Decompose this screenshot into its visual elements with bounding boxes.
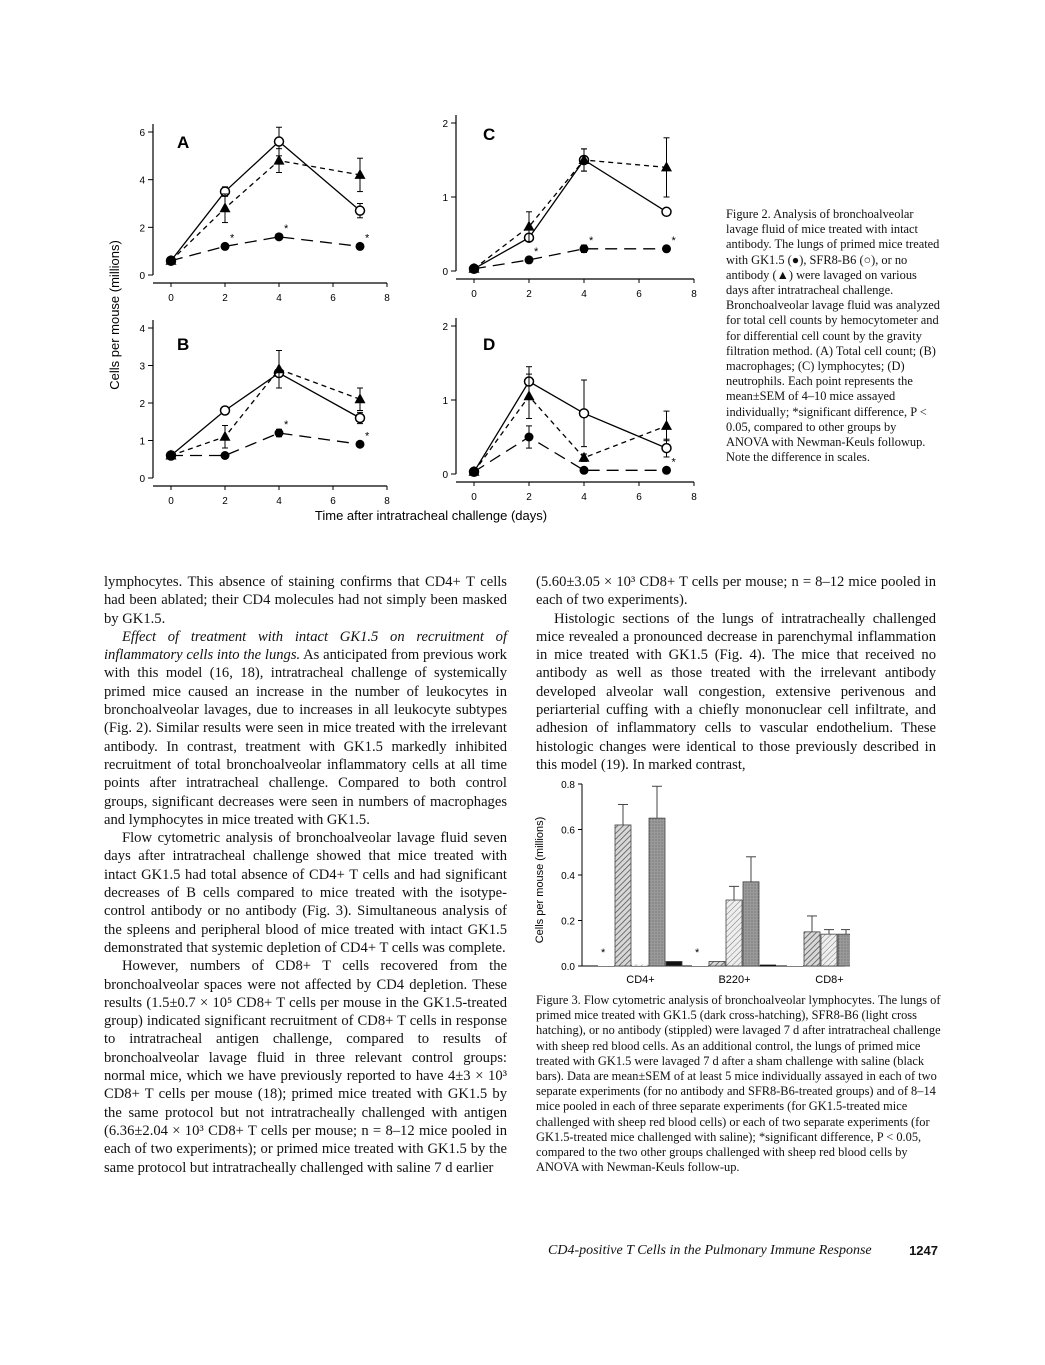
data-point-filled-circle <box>221 242 230 251</box>
data-point-triangle <box>274 363 285 373</box>
significance-asterisk: * <box>589 234 594 247</box>
paragraph-text: As anticipated from previous work with this model (16, 18), intratracheal challenge of systemically primed mice caused an increase in the number of leukocytes in bronchoalveolar lavages, due to increases in all leukocyte subtypes (Fig. 2). Similar results were seen in mice treated with the irrelevant antibody. In contrast, treatment with GK1.5 markedly inhibited recruitment of total bronchoalveolar inflammatory cells at all time points after intratracheal challenge. Compared to both control groups, significant decreases were seen in numbers of macrophages and lymphocytes in mice treated with GK1.5. <box>104 647 507 828</box>
y-tick-label: 0 <box>442 470 448 481</box>
bar-stippled <box>649 818 665 966</box>
y-tick-label: 2 <box>139 399 145 410</box>
significance-asterisk: * <box>695 947 700 959</box>
data-point-filled-circle <box>525 433 534 442</box>
figure-3-chart <box>520 770 850 990</box>
paragraph <box>104 628 507 829</box>
y-tick-label: 2 <box>139 223 145 235</box>
body-column-right <box>536 573 936 774</box>
x-tick-label: 8 <box>691 492 697 503</box>
x-tick-label: 2 <box>222 496 228 507</box>
y-tick-label: 0.8 <box>561 780 575 791</box>
category-label: CD8+ <box>815 974 844 986</box>
figure-2-panels <box>139 115 697 507</box>
y-tick-label: 4 <box>139 175 145 187</box>
paragraph: (5.60±3.05 × 10³ CD8+ T cells per mouse; n = 8–12 mice pooled in each of two experiments). <box>536 574 936 609</box>
series-line-filled-circle <box>171 433 360 456</box>
figure-2-caption-text: Figure 2. Analysis of bronchoalveolar lavage fluid of mice treated with intact antibody. The lungs of primed mice treated with GK1.5 (●), SFR8-B6 (○), or no antibody (▲) were lavaged on various days after intratracheal challenge. Bronchoalveolar lavage fluid was analyzed for total cell counts by hemocytometer and for differential cell count by the gravity filtration method. (A) Total cell count; (B) macrophages; (C) lymphocytes; (D) neutrophils. Each point represents the mean±SEM of 4–10 mice assayed individually; *significant difference, P < 0.05, compared to other groups by ANOVA with Newman-Keuls followup. Note the difference in scales. <box>726 207 940 465</box>
y-tick-label: 4 <box>139 324 145 335</box>
data-point-filled-circle <box>167 451 176 460</box>
bar-white <box>598 965 614 966</box>
bar-stippled <box>838 934 850 966</box>
y-tick-label: 3 <box>139 361 145 373</box>
figure-3-caption-text: Figure 3. Flow cytometric analysis of bronchoalveolar lymphocytes. The lungs of primed mice treated with GK1.5 (dark cross-hatching), SFR8-B6 (light cross hatching), or no antibody (stippled) were lavaged 7 d after intratracheal challenge with sheep red blood cells. As an additional control, the lungs of primed mice treated with GK1.5 were lavaged 7 d after a sham challenge with saline (black bars). Data are mean±SEM of at least 5 mice individually assayed in each of two separate experiments (for no antibody and SFR8-B6-treated groups) and of 8–14 mice pooled in each of three separate experiments (for GK1.5-treated mice challenged with sheep red blood cells) or each of two separate experiments (for GK1.5-treated mice challenged with saline); *significant difference, P < 0.05, compared to the two other groups challenged with sheep red blood cells by ANOVA with Newman-Keuls follow-up. <box>536 993 941 1175</box>
bar-dark-cross-hatching <box>804 932 820 966</box>
data-point-filled-circle <box>356 242 365 251</box>
bar-light-cross-hatching <box>632 965 648 966</box>
data-point-open-circle <box>662 444 671 453</box>
data-point-filled-circle <box>662 466 671 475</box>
category-label: CD4+ <box>626 974 655 986</box>
data-point-filled-circle <box>470 467 479 476</box>
y-tick-label: 2 <box>442 322 448 333</box>
body-column-left <box>104 573 507 1177</box>
x-tick-label: 2 <box>526 492 532 503</box>
significance-asterisk: * <box>534 245 539 258</box>
data-point-triangle <box>220 202 231 212</box>
x-tick-label: 6 <box>636 492 642 503</box>
data-point-open-circle <box>662 207 671 216</box>
y-tick-label: 0.6 <box>561 825 575 837</box>
figure-2-x-axis-label: Time after intratracheal challenge (days) <box>314 508 548 523</box>
panel-letter: A <box>177 133 190 152</box>
data-point-filled-circle <box>470 264 479 273</box>
x-tick-label: 0 <box>168 496 174 507</box>
figure-2-caption <box>726 207 941 465</box>
significance-asterisk: * <box>284 222 289 235</box>
x-tick-label: 6 <box>330 496 336 507</box>
series-line-filled-circle <box>171 237 360 261</box>
data-point-filled-circle <box>580 244 589 253</box>
x-tick-label: 2 <box>222 293 228 304</box>
significance-asterisk: * <box>365 232 370 245</box>
running-title: CD4-positive T Cells in the Pulmonary Immune Response <box>548 1243 872 1258</box>
x-tick-label: 8 <box>691 289 697 300</box>
panel-letter: D <box>483 335 496 354</box>
bar-light-cross-hatching <box>726 900 742 966</box>
x-tick-label: 0 <box>471 289 477 300</box>
x-tick-label: 4 <box>581 492 587 503</box>
x-tick-label: 8 <box>384 293 390 304</box>
y-tick-label: 2 <box>442 119 448 130</box>
x-tick-label: 6 <box>636 289 642 300</box>
bar-black <box>760 965 776 966</box>
data-point-filled-circle <box>275 429 284 438</box>
page-number: 1247 <box>909 1243 938 1258</box>
panel-C <box>442 115 697 300</box>
x-tick-label: 8 <box>384 496 390 507</box>
significance-asterisk: * <box>284 419 289 431</box>
category-label: B220+ <box>718 974 751 986</box>
data-point-filled-circle <box>580 466 589 475</box>
x-tick-label: 0 <box>471 492 477 503</box>
series-line-triangle <box>171 161 360 261</box>
significance-asterisk: * <box>671 234 676 247</box>
data-point-open-circle <box>221 406 230 415</box>
y-tick-label: 0.4 <box>561 871 575 882</box>
bar-light-cross-hatching <box>821 934 837 966</box>
panel-letter: C <box>483 125 496 144</box>
series-line-open-circle <box>474 382 667 472</box>
bar-dark-cross-hatching <box>709 961 725 966</box>
series-line-open-circle <box>474 160 667 269</box>
y-tick-label: 0.2 <box>561 916 575 928</box>
significance-asterisk: * <box>365 430 370 443</box>
data-point-triangle <box>579 452 590 462</box>
y-tick-label: 0 <box>139 271 145 282</box>
panel-A <box>139 124 390 304</box>
figure-3-plot-area <box>561 780 850 986</box>
data-point-filled-circle <box>525 255 534 264</box>
y-tick-label: 1 <box>442 396 448 407</box>
paragraph-heading: Effect of treatment with intact GK1.5 on recruitment of inflammatory cells into the lungs. <box>104 628 507 664</box>
panel-letter: B <box>177 335 190 354</box>
x-tick-label: 4 <box>276 293 282 304</box>
bar-dark-cross-hatching <box>615 825 631 966</box>
figure-3-caption <box>536 993 941 1175</box>
data-point-filled-circle <box>662 244 671 253</box>
bar-stippled <box>743 882 759 966</box>
data-point-triangle <box>524 390 535 400</box>
page-footer <box>548 1243 938 1259</box>
y-tick-label: 0.0 <box>561 962 575 973</box>
data-point-open-circle <box>356 414 365 423</box>
paragraph: Histologic sections of the lungs of intratracheally challenged mice revealed a pronounced decrease in parenchymal inflammation in mice treated with GK1.5 (Fig. 4). The mice that received no antibody as well as those treated with the irrelevant antibody developed alveolar wall congestion, extensive perivenous and periarterial cuffing with a chiefly mononuclear cell infiltrate, and adhesion of inflammatory cells to vascular endothelium. These histologic changes were identical to those previously described in this model (19). In marked contrast, <box>536 610 936 773</box>
x-tick-label: 0 <box>168 293 174 304</box>
series-line-triangle <box>474 396 667 471</box>
data-point-open-circle <box>275 137 284 146</box>
figure-2-y-axis-label: Cells per mouse (millions) <box>107 240 122 390</box>
significance-asterisk: * <box>671 456 676 469</box>
data-point-filled-circle <box>275 232 284 241</box>
data-point-filled-circle <box>221 451 230 460</box>
significance-asterisk: * <box>601 947 606 959</box>
bar-black <box>666 961 682 966</box>
y-tick-label: 1 <box>139 436 145 448</box>
panel-D <box>442 318 697 503</box>
x-tick-label: 4 <box>581 289 587 300</box>
data-point-open-circle <box>580 409 589 418</box>
paragraph: lymphocytes. This absence of staining confirms that CD4+ T cells had been ablated; their CD4 molecules had not simply been masked by GK1.5. <box>104 574 507 627</box>
paragraph: Flow cytometric analysis of bronchoalveolar lavage fluid seven days after intratracheal challenge showed that mice treated with intact GK1.5 had total absence of CD4+ T cells and had significant decreases of B cells compared to mice treated with the isotype-control antibody or no antibody (Fig. 3). Simultaneous analysis of the spleens and peripheral blood of mice treated with intact GK1.5 demonstrated that systemic depletion of CD4+ T cells was complete. <box>104 830 507 956</box>
significance-asterisk: * <box>230 232 235 245</box>
data-point-open-circle <box>356 206 365 215</box>
bar-white <box>787 965 803 966</box>
paragraph: However, numbers of CD8+ T cells recovered from the bronchoalveolar spaces were not affected by CD4 depletion. These results (1.5±0.7 × 10⁵ CD8+ T cells per mouse in the GK1.5-treated group) indicated significant recruitment of CD8+ T cells in response to intratracheal antigen challenge, compared to results of bronchoalveolar lavage fluid in three relevant control groups: normal mice, which we have previously reported to have 4±3 × 10³ CD8+ T cells per mouse (18); primed mice treated with GK1.5 by the same protocol but not intratracheally challenged with antigen (6.36±2.04 × 10³ CD8+ T cells per mouse; n = 8–12 mice pooled in each of two experiments); or primed mice treated with GK1.5 by the same protocol but intratracheally challenged with saline 7 d earlier <box>104 958 507 1176</box>
x-tick-label: 4 <box>276 496 282 507</box>
data-point-triangle <box>661 161 672 171</box>
x-tick-label: 2 <box>526 289 532 300</box>
y-tick-label: 0 <box>139 474 145 485</box>
data-point-triangle <box>274 155 285 165</box>
bar-white <box>692 965 708 966</box>
y-tick-label: 6 <box>139 128 145 139</box>
y-tick-label: 1 <box>442 193 448 204</box>
figure-3-y-axis-label: Cells per mouse (millions) <box>534 816 546 944</box>
data-point-triangle <box>661 420 672 430</box>
data-point-filled-circle <box>167 256 176 265</box>
series-line-open-circle <box>171 373 360 456</box>
panel-B <box>139 320 390 507</box>
figure-2-chart <box>95 100 725 530</box>
data-point-filled-circle <box>356 440 365 449</box>
y-tick-label: 0 <box>442 267 448 278</box>
x-tick-label: 6 <box>330 293 336 304</box>
